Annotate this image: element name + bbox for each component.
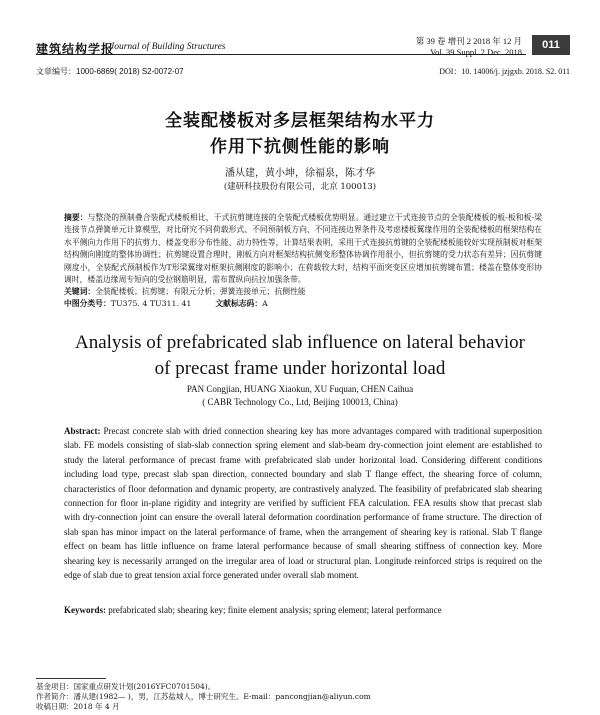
abstract-cn-label: 摘要： — [64, 213, 88, 222]
keywords-en — [64, 604, 542, 616]
keywords-cn-label: 关键词： — [64, 287, 96, 296]
authors-en: PAN Congjian, HUANG Xiaokun, XU Fuquan, CHEN Caihua — [186, 384, 414, 394]
footnote-divider — [36, 678, 106, 679]
title-en-line-1: Analysis of prefabricated slab influence on lateral behavior — [74, 332, 525, 353]
title-cn-line-2: 作用下抗侧性能的影响 — [210, 137, 390, 157]
volume-info-cn: 第 39 卷 增刊 2 2018 年 12 月 — [415, 36, 522, 46]
footnote-received: 收稿日期：2018 年 4 月 — [36, 702, 120, 711]
keywords-en-label: Keywords: — [64, 605, 106, 615]
footnote-funding: 基金项目：国家重点研发计划(2016YFC0701504)。 — [36, 682, 216, 691]
title-cn — [0, 108, 600, 160]
abstract-en-text: Precast concrete slab with dried connection shearing key has more advantages compared with traditional superposition slab. FE models consisting of slab-slab connection spring element and slab-beam dry-connection joint element are established to study the lateral performance of precast frame with prefabricated slab under horizontal load. Considering different conditions including load type, precast slab span direction, connected boundary and slab T flange effect, the shearing force of column, characteristics of floor deformation and dynamic property, are contrastively analyzed. The feasibility of prefabricated slab shearing connection for floor in-plane rigidity and integrity are verified by sufficient FEA calculation. FEA results show that precast slab with dry-connection joint can ensure the overall lateral deformation coordination performance of frame structure. The direction of slab span has minor impact on the lateral performance of frame, when the arrangement of shearing key is rational. Slab T flange effect on beam has little influence on frame lateral performance because of small shearing stiffness of connection key. More shearing key is necessarily arranged on the irregular area of load or structural plan. Longitude reinforced strips is required on the edge of slab due to great tension axial force generated under overall slab moment. — [64, 426, 542, 581]
affiliation-cn: (建研科技股份有限公司，北京 100013) — [223, 182, 377, 192]
keywords-cn — [64, 286, 542, 298]
authors-cn: 潘从建，黄小坤，徐福泉，陈才华 — [225, 168, 375, 179]
title-en-line-2: of precast frame under horizontal load — [154, 358, 446, 379]
footnote-author: 作者简介：潘从建(1982— )，男，江苏盐城人，博士研究生。E-mail：pancongjian@aliyun.com — [36, 692, 371, 701]
keywords-en-text: prefabricated slab; shearing key; finite element analysis; spring element; lateral performance — [108, 605, 442, 615]
title-en — [0, 330, 600, 382]
journal-name-cn: 建筑结构学报 — [36, 42, 115, 56]
journal-name-en: Journal of Building Structures — [110, 42, 226, 52]
classification-cn — [64, 298, 542, 310]
article-number: 文章编号：1000-6869( 2018) S2-0072-07 — [36, 67, 184, 76]
volume-info — [416, 36, 522, 58]
keywords-cn-text: 全装配楼板；抗剪键；有限元分析；弹簧连接单元；抗侧性能 — [95, 287, 306, 296]
title-cn-line-1: 全装配楼板对多层框架结构水平力 — [165, 111, 435, 131]
doi: DOI：10. 14006/j. jzjgxb. 2018. S2. 011 — [439, 67, 570, 76]
abstract-en — [64, 424, 542, 582]
abstract-cn-text: 与整浇的预制叠合装配式楼板相比，干式抗剪键连接的全装配式楼板优势明显。通过建立干式连接节点的全装配楼板的板-板和板-梁连接节点弹簧单元计算模型，对比研究不同荷载形式、不同预制板方向、不同连接边界条件及考虑楼板翼缘作用的全装配楼板的框架结构在水平侧向力作用下的抗剪力、楼盖变形分布性能、动力特性等，计算结果表明，采用干式连接抗剪键的全装配楼板能较好实现预制板对框架结构侧向刚度的整体协调性；抗剪键设置合理时，刚板方向对框架结构抗侧变形整体协调作用很小，但抗剪键的受力状态有差异；因抗剪键刚度小，全装配式预制板作为T形梁翼缘对框架抗侧刚度的影响小；在荷载较大时，结构平面突变区应增加抗剪键布置；楼盖在整体变形协调时，楼盖边缘周专短向的受拉钢筋明显，需布置纵向抗拉加强条带。 — [64, 213, 543, 285]
clc-label: 中图分类号： — [64, 299, 111, 308]
doc-code-value: A — [262, 299, 268, 308]
abstract-en-label: Abstract: — [64, 426, 101, 436]
abstract-cn — [64, 212, 542, 286]
volume-info-en: Vol. 39 Suppl. 2 Dec. 2018 — [430, 47, 522, 57]
doc-code-label: 文献标志码： — [215, 299, 263, 308]
affiliation-en: ( CABR Technology Co., Ltd, Beijing 100013, China) — [202, 397, 398, 407]
clc-value: TU375. 4 TU311. 41 — [110, 299, 192, 308]
page-badge: 011 — [532, 35, 570, 55]
